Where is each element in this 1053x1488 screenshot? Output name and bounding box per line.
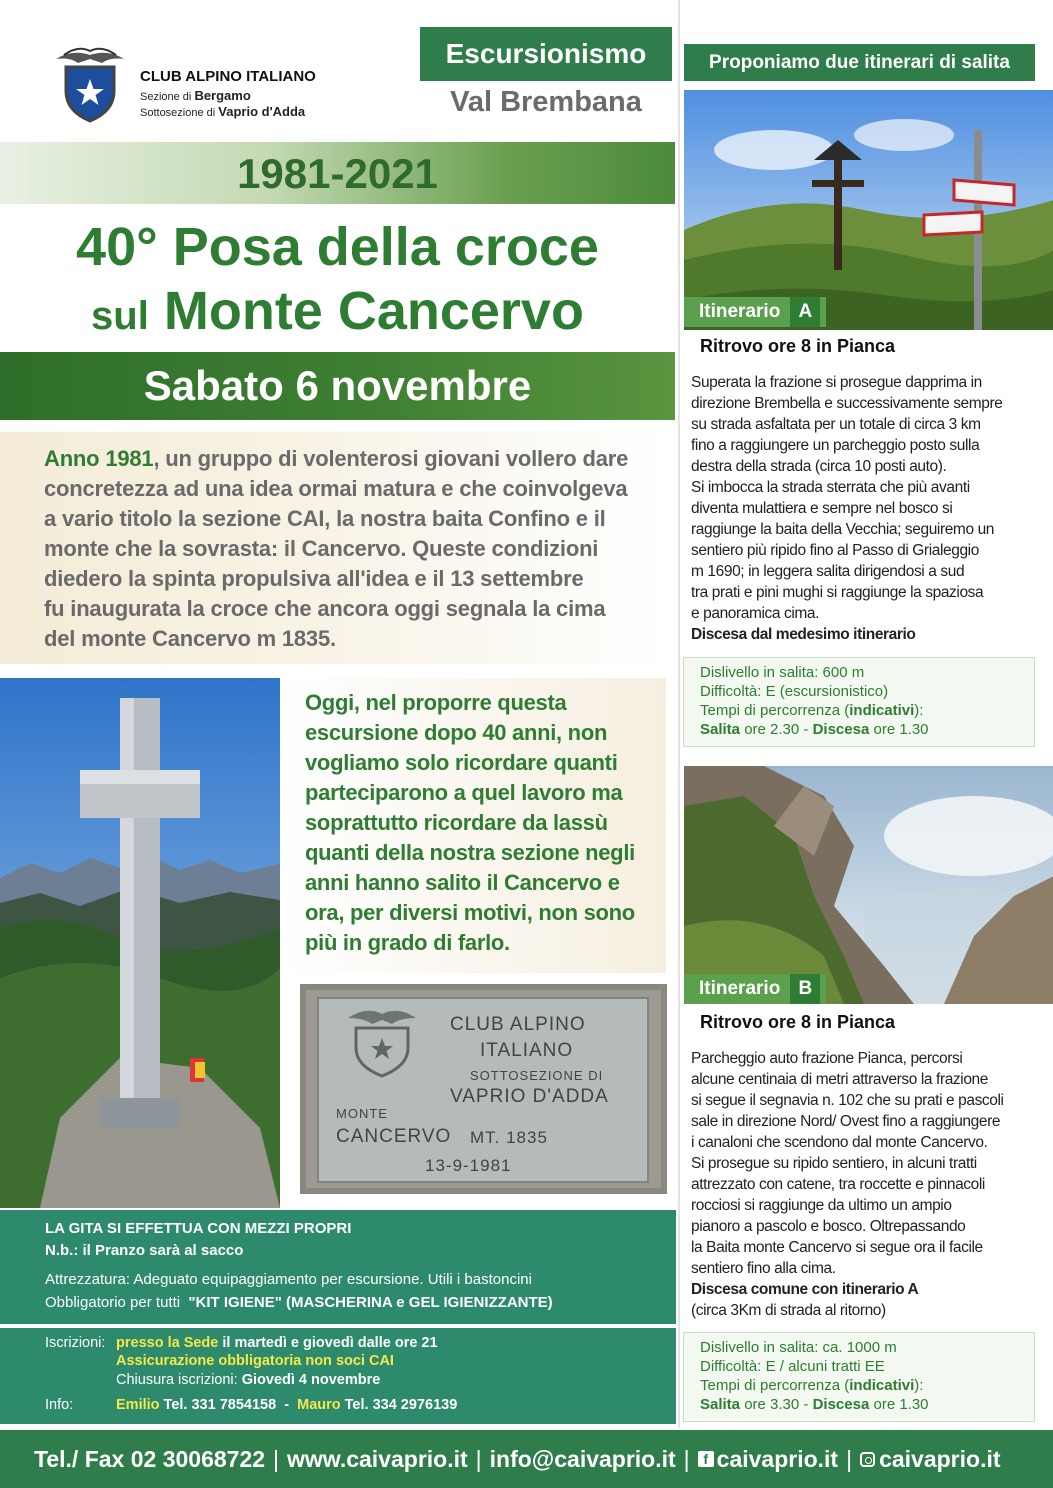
insurance-note: Assicurazione obbligatoria non soci CAI [116,1353,394,1369]
registration-where: presso la Sede il martedì e giovedì dalle ore 21 [116,1335,438,1351]
itinerary-a-meeting: Ritrovo ore 8 in Pianca [700,336,896,356]
itinerary-a-photo [684,90,1053,330]
footer-separator: | [273,1445,280,1472]
itinerary-b-tag: Itinerario B [684,974,826,1004]
plaque-line1: CLUB ALPINO [450,1014,586,1035]
plaque-line5: MONTE [336,1106,388,1121]
cai-logo [52,45,128,123]
itinerary-a-stats: Dislivello in salita: 600 m Difficoltà: E (escursionistico) Tempi di percorrenza (indicativi): Salita ore 2.30 - Discesa ore 1.30 [700,664,929,738]
plaque-photo [300,984,667,1194]
proposal-banner: Proponiamo due itinerari di salita [684,44,1035,81]
footer-separator: | [475,1445,482,1472]
itinerary-b-stats: Dislivello in salita: ca. 1000 m Difficoltà: E / alcuni tratti EE Tempi di percorrenza (indicativi): Salita ore 3.30 - Discesa ore 1.30 [700,1339,929,1413]
itinerary-a-description: Superata la frazione si prosegue dapprima in direzione Brembella e successivamente sempre su strada asfaltata per un totale di circa 3 km fino a raggiungere un parcheggio posto sulla destra della strada (circa 10 posti auto). Si imbocca la strada sterrata che più avanti diventa mulattiera e sempre nel bosco si raggiunge la baita della Vecchia; seguiremo un sentiero più ripido fino al Passo di Grialeggio m 1690; in leggera salita dirigendosi a sud tra prati e pini mughi si raggiunge la spaziosa e panoramica cima. Discesa dal medesimo itinerario [691,374,1003,643]
footer-separator: | [683,1445,690,1472]
itinerary-b-meeting: Ritrovo ore 8 in Pianca [700,1012,896,1032]
itinerary-b-photo [684,766,1053,1004]
footer-phone: Tel./ Fax 02 30068722 [34,1445,266,1472]
registration-closing: Chiusura iscrizioni: Giovedì 4 novembre [116,1372,381,1388]
footer-email[interactable]: info@caivaprio.it [489,1445,676,1472]
trip-transport: LA GITA SI EFFETTUA CON MEZZI PROPRI [45,1220,352,1237]
itinerary-b-description: Parcheggio auto frazione Pianca, percorsi alcune centinaia di metri attraverso la frazione si segue il segnavia n. 102 che su prati e pascoli sale in direzione Nord/ Ovest fino a raggiungere i canaloni che scendono dal monte Cancervo. Si prosegue su ripido sentiero, in alcuni tratti attrezzato con catene, tra roccette e pinnacoli rocciosi si raggiunge da ultimo un ampio pianoro a pascolo e bosco. Oltrepassando la Baita monte Cancervo si segue ora il facile sentiero fino alla cima. Discesa comune con itinerario A (circa 3Km di strada al ritorno) [691,1050,1004,1319]
trip-mandatory: Obbligatorio per tutti "KIT IGIENE" (MASCHERINA e GEL IGIENIZZANTE) [45,1294,553,1311]
plaque-line3: SOTTOSEZIONE DI [470,1068,604,1083]
main-title-line2: sul Monte Cancervo [91,281,584,341]
intro-paragraph: Anno 1981, un gruppo di volenterosi giovani vollero dare concretezza ad una idea ormai matura e che coinvolgeva a vario titolo la sezione CAI, la nostra baita Confino e il monte che la sovrasta: il Cancervo. Queste condizioni diedero la spinta propulsiva all'idea e il 13 settembre fu inaugurata la croce che ancora oggi segnala la cima del monte Cancervo m 1835. [44,446,629,651]
event-date: Sabato 6 novembre [143,362,532,409]
footer-instagram[interactable]: caivaprio.it [879,1445,1001,1472]
main-title-line1: 40° Posa della croce [76,217,599,277]
trip-equipment: Attrezzatura: Adeguato equipaggiamento per escursione. Utili i bastoncini [45,1271,532,1288]
years-title: 1981-2021 [237,150,438,197]
footer-bar [0,1430,1053,1488]
instagram-icon [860,1452,875,1467]
club-name: CLUB ALPINO ITALIANO [140,68,316,85]
info-label: Info: [45,1397,74,1413]
plaque-line6: CANCERVO [336,1126,452,1147]
plaque-line6b: MT. 1835 [470,1128,548,1147]
section-line: Sezione di Bergamo [140,88,251,103]
plaque-line2: ITALIANO [480,1040,574,1061]
category-badge: Escursionismo [420,27,672,81]
footer-separator: | [846,1445,853,1472]
plaque-line7: 13-9-1981 [425,1156,512,1175]
registration-label: Iscrizioni: [45,1335,106,1351]
subsection-line: Sottosezione di Vaprio d'Adda [140,104,306,119]
trip-lunch-note: N.b.: il Pranzo sarà al sacco [45,1242,244,1259]
column-divider [678,0,680,1428]
today-paragraph: Oggi, nel proporre questa escursione dopo 40 anni, non vogliamo solo ricordare quanti parteciparono a quel lavoro ma soprattutto ricordare da lassù quanti della nostra sezione negli anni hanno salito il Cancervo e ora, per diversi motivi, non sono più in grado di farlo. [305,690,635,955]
facebook-icon: f [698,1451,714,1467]
itinerary-a-tag: Itinerario A [684,297,826,327]
footer-facebook[interactable]: caivaprio.it [716,1445,839,1472]
contacts-line: Emilio Tel. 331 7854158 - Mauro Tel. 334 2976139 [116,1397,458,1413]
area-name: Val Brembana [450,86,642,118]
footer-website[interactable]: www.caivaprio.it [287,1445,468,1472]
plaque-line4: VAPRIO D'ADDA [450,1086,609,1107]
cross-photo [0,678,280,1208]
